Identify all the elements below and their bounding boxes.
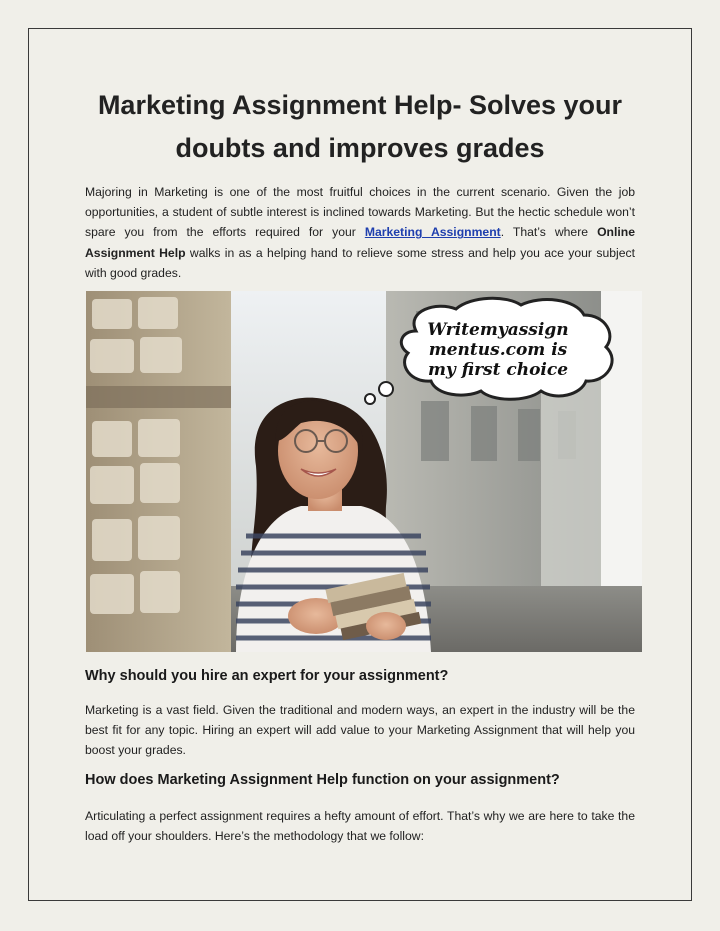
bubble-line-3: my first choice (427, 360, 569, 380)
section1-wrap (85, 700, 635, 761)
intro-paragraph-wrap (85, 182, 635, 283)
section2-heading: How does Marketing Assignment Help function on your assignment? (85, 772, 560, 788)
intro-paragraph (85, 182, 635, 283)
marketing-assignment-link[interactable]: Marketing Assignment (364, 225, 501, 240)
section2-paragraph: Articulating a perfect assignment requires a hefty amount of effort. That’s why we are here to take the load off your shoulders. Here’s the methodology that we follow: (85, 809, 635, 844)
page-title: Marketing Assignment Help- Solves your doubts and improves grades (97, 90, 623, 163)
intro-text-2: . That’s where (500, 225, 598, 240)
student-photo-illustration (86, 291, 642, 652)
intro-text-1: Majoring in Marketing is one of the most fruitful choices in the current scenario. Given the job opportunities, a student of subtle interest is inclined towards Marketing. But the hectic schedule won’t spare you from the efforts required for your (85, 185, 635, 240)
section2-wrap (85, 806, 635, 846)
student-photo (86, 291, 642, 652)
online-assignment-help-bold: Online Assignment Help (85, 225, 635, 260)
bubble-line-2: mentus.com is (428, 340, 568, 360)
section1-paragraph: Marketing is a vast field. Given the traditional and modern ways, an expert in the industry will be the best fit for any topic. Hiring an expert will add value to your Marketing Assignment that will help you boost your grades. (85, 703, 635, 758)
bubble-line-1: Writemyassign (427, 320, 569, 340)
intro-text-3: walks in as a helping hand to relieve some stress and help you ace your subject with good grades. (85, 245, 635, 280)
section1-heading: Why should you hire an expert for your assignment? (85, 668, 449, 684)
